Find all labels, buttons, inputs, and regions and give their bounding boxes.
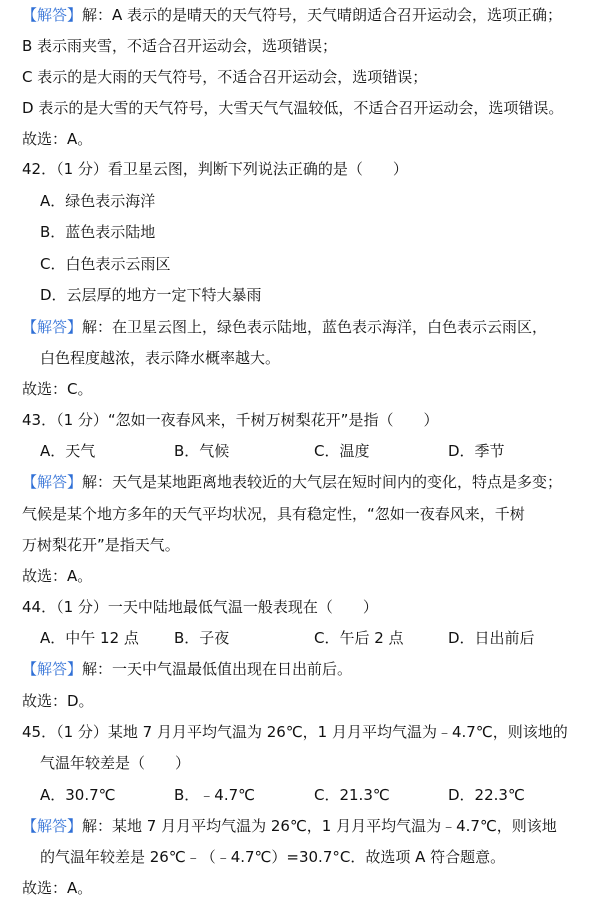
q42-stem: 42．（1 分）看卫星云图，判断下列说法正确的是（ ） [22,160,408,178]
q43-answer-line-3: 万树梨花开”是指天气。 [22,536,180,554]
q45-answer-line-1 [22,815,557,837]
prev-answer-line-2: B 表示雨夹雪，不适合召开运动会，选项错误； [22,37,338,55]
q45-stem-line-1: 45．（1 分）某地 7 月月平均气温为 26℃，1 月月平均气温为﹣4.7℃，则该地的 [22,723,568,741]
answer-tag: 【解答】 [22,473,83,491]
answer-text: 解：一天中气温最低值出现在日出前后。 [82,660,353,678]
q45-stem-line-2: 气温年较差是（ ） [40,754,191,772]
prev-answer-line-1 [22,4,562,26]
q45-option-d: D．22.3℃ [448,786,525,804]
q43-option-b: B．气候 [174,442,230,460]
answer-tag: 【解答】 [22,6,83,24]
q44-options [40,627,600,649]
q42-option-d: D．云层厚的地方一定下特大暴雨 [40,286,262,304]
q43-option-a: A．天气 [40,442,96,460]
q45-answer-line-2: 的气温年较差是 26℃﹣（﹣4.7℃）=30.7°C．故选项 A 符合题意。 [40,848,506,866]
q43-answer-line-2: 气候是某个地方多年的天气平均状况，具有稳定性，“忽如一夜春风来，千树 [22,505,525,523]
q42-result: 故选：C。 [22,380,93,398]
q42-answer-line-1 [22,316,547,338]
q43-option-c: C．温度 [314,442,370,460]
q43-result: 故选：A。 [22,567,93,585]
prev-answer-line-3: C 表示的是大雨的天气符号，不适合召开运动会，选项错误； [22,68,428,86]
q45-options [40,784,600,806]
answer-text: 解：在卫星云图上，绿色表示陆地，蓝色表示海洋，白色表示云雨区， [82,318,548,336]
q45-option-b: B．﹣4.7℃ [174,786,255,804]
q44-answer-line-1 [22,658,352,680]
prev-result: 故选：A。 [22,130,93,148]
answer-tag: 【解答】 [22,318,83,336]
q43-answer-line-1 [22,471,562,493]
answer-tag: 【解答】 [22,817,83,835]
q43-options [40,440,600,462]
q45-option-c: C．21.3℃ [314,786,390,804]
q42-option-a: A．绿色表示海洋 [40,192,156,210]
answer-text: 解：天气是某地距离地表较近的大气层在短时间内的变化，特点是多变； [82,473,563,491]
q44-option-b: B．子夜 [174,629,230,647]
q45-result: 故选：A。 [22,879,93,897]
q42-answer-line-2: 白色程度越浓，表示降水概率越大。 [40,349,281,367]
q43-option-d: D．季节 [448,442,505,460]
answer-tag: 【解答】 [22,660,83,678]
q44-option-d: D．日出前后 [448,629,535,647]
answer-text: 解：A 表示的是晴天的天气符号，天气晴朗适合召开运动会，选项正确； [82,6,563,24]
q44-stem: 44．（1 分）一天中陆地最低气温一般表现在（ ） [22,598,378,616]
q44-option-c: C．午后 2 点 [314,629,404,647]
q43-stem: 43．（1 分）“忽如一夜春风来，千树万树梨花开”是指（ ） [22,411,439,429]
prev-answer-line-4: D 表示的是大雪的天气符号，大雪天气气温较低，不适合召开运动会，选项错误。 [22,99,564,117]
q42-option-c: C．白色表示云雨区 [40,255,171,273]
q45-option-a: A．30.7℃ [40,786,116,804]
answer-text: 解：某地 7 月月平均气温为 26℃，1 月月平均气温为﹣4.7℃，则该地 [82,817,557,835]
q44-result: 故选：D。 [22,692,94,710]
q44-option-a: A．中午 12 点 [40,629,139,647]
q42-option-b: B．蓝色表示陆地 [40,223,156,241]
